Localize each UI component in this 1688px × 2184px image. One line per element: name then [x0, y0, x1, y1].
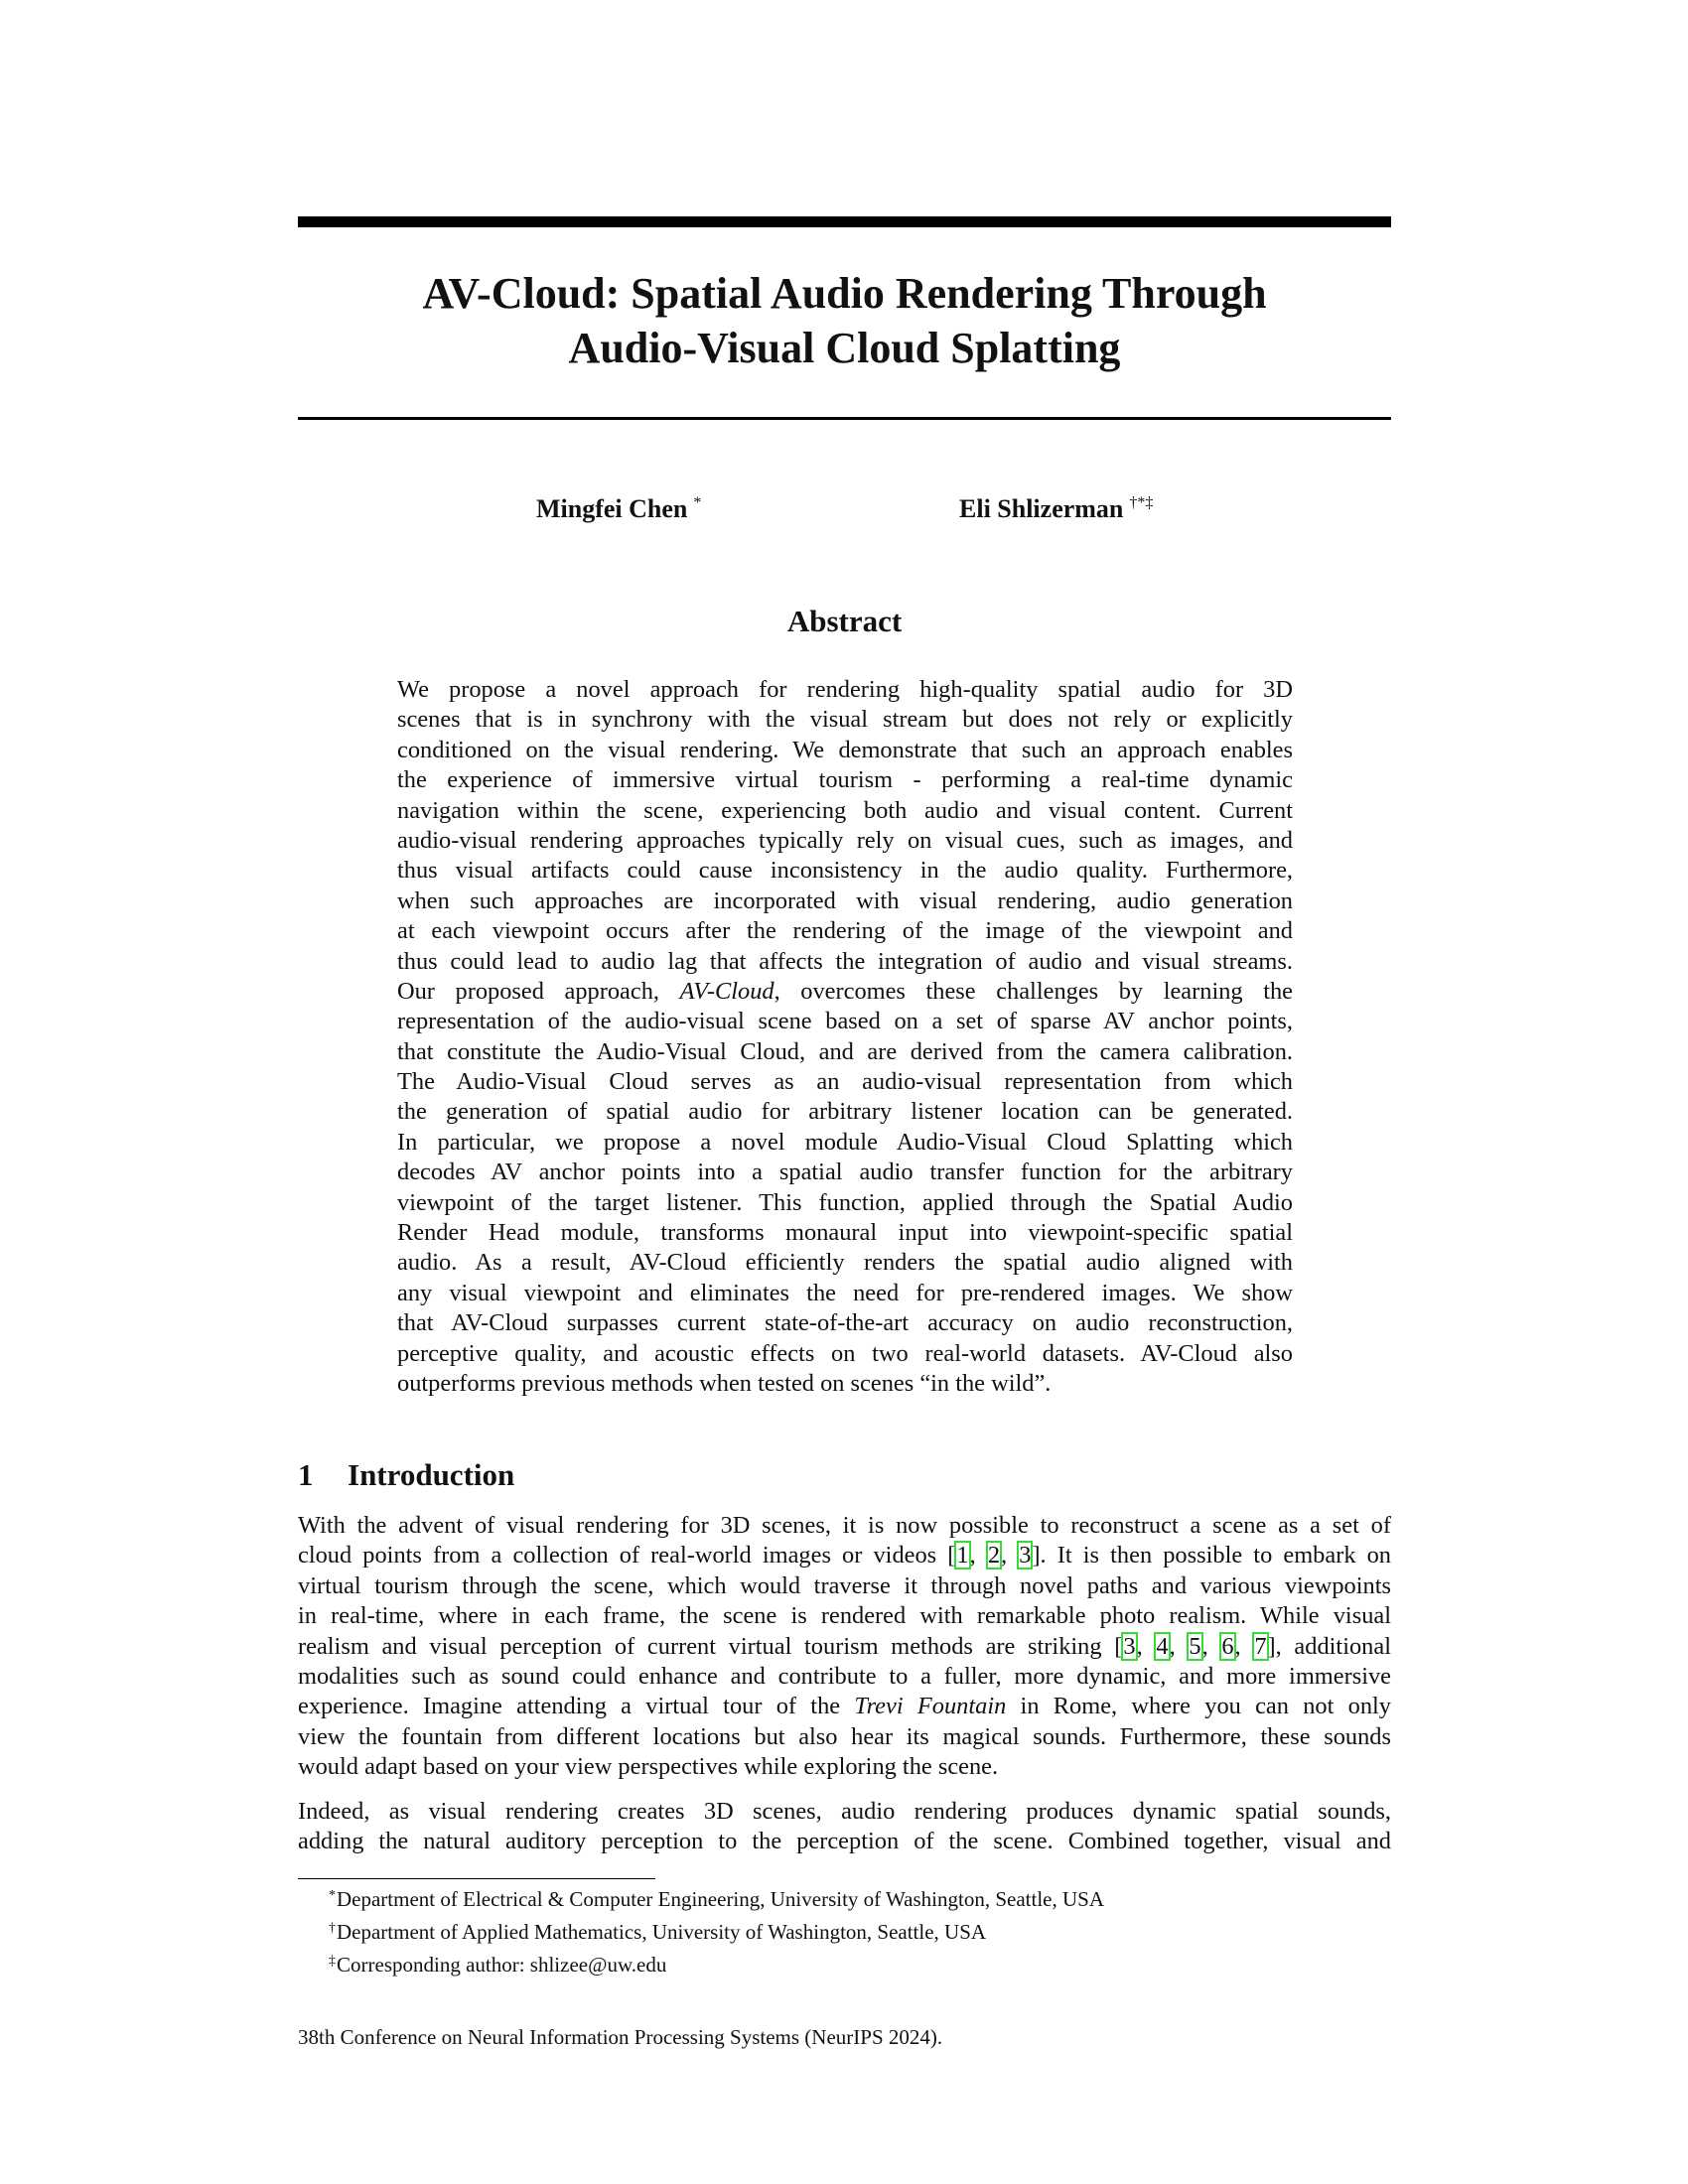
- abstract-line: scenes that is in synchrony with the visual stream but does not rely or explicitly: [397, 706, 1293, 734]
- author-name: Mingfei Chen: [536, 494, 688, 523]
- citation-link[interactable]: 3: [1019, 1542, 1032, 1570]
- author-marks: †*‡: [1129, 494, 1154, 511]
- intro-line: modalities such as sound could enhance and contribute to a fuller, more dynamic, and more immersive: [298, 1662, 1391, 1690]
- citation-link[interactable]: 4: [1156, 1632, 1169, 1660]
- footnote-text: Department of Electrical & Computer Engineering, University of Washington, Seattle, USA: [337, 1887, 1104, 1911]
- intro-line: virtual tourism through the scene, which would traverse it through novel paths and various viewpoints: [298, 1571, 1391, 1599]
- venue-note: 38th Conference on Neural Information Processing Systems (NeurIPS 2024).: [298, 2025, 943, 2049]
- abstract-line: audio. As a result, AV-Cloud efficiently renders the spatial audio aligned with: [397, 1249, 1293, 1277]
- citation-link[interactable]: 5: [1189, 1632, 1201, 1660]
- author-1: [536, 494, 701, 524]
- abstract-line: at each viewpoint occurs after the rendering of the image of the viewpoint and: [397, 917, 1293, 945]
- abstract-body: [397, 675, 1293, 1399]
- abstract-line: navigation within the scene, experiencing both audio and visual content. Current: [397, 796, 1293, 824]
- title-line-2: Audio-Visual Cloud Splatting: [568, 324, 1121, 372]
- section-title: Introduction: [348, 1457, 515, 1492]
- intro-line: With the advent of visual rendering for 3D scenes, it is now possible to reconstruct a scene as a set of: [298, 1512, 1391, 1539]
- author-2: [959, 494, 1153, 524]
- footnote-mark: ‡: [329, 1954, 336, 1969]
- title-line-1: AV-Cloud: Spatial Audio Rendering Through: [422, 269, 1267, 318]
- intro-line: adding the natural auditory perception to the perception of the scene. Combined together, visual and: [298, 1828, 1391, 1855]
- abstract-line: viewpoint of the target listener. This function, applied through the Spatial Audio: [397, 1188, 1293, 1216]
- intro-line: experience. Imagine attending a virtual tour of the Trevi Fountain in Rome, where you can not only: [298, 1693, 1391, 1720]
- intro-paragraph-2: [298, 1797, 1391, 1857]
- footnote-text: Corresponding author: shlizee@uw.edu: [337, 1953, 667, 1977]
- intro-line: Indeed, as visual rendering creates 3D scenes, audio rendering produces dynamic spatial sounds,: [298, 1798, 1391, 1825]
- footnote: [329, 1881, 1104, 1914]
- abstract-line: Render Head module, transforms monaural input into viewpoint-specific spatial: [397, 1219, 1293, 1247]
- abstract-line: that AV-Cloud surpasses current state-of-the-art accuracy on audio reconstruction,: [397, 1309, 1293, 1337]
- section-number: 1: [298, 1457, 314, 1492]
- footnotes: [329, 1881, 1104, 1979]
- citation-link[interactable]: 6: [1221, 1632, 1234, 1660]
- abstract-line: the experience of immersive virtual tourism - performing a real-time dynamic: [397, 766, 1293, 794]
- italic-phrase: AV-Cloud: [679, 977, 774, 1005]
- paper-title: [298, 266, 1391, 375]
- citation-link[interactable]: 7: [1254, 1632, 1267, 1660]
- citation-link[interactable]: 3: [1123, 1632, 1136, 1660]
- abstract-line: In particular, we propose a novel module Audio-Visual Cloud Splatting which: [397, 1128, 1293, 1156]
- abstract-line: We propose a novel approach for rendering high-quality spatial audio for 3D: [397, 676, 1293, 703]
- abstract-line: the generation of spatial audio for arbitrary listener location can be generated.: [397, 1098, 1293, 1126]
- abstract-line: decodes AV anchor points into a spatial audio transfer function for the arbitrary: [397, 1159, 1293, 1186]
- author-marks: *: [693, 494, 702, 511]
- intro-line: in real-time, where in each frame, the scene is rendered with remarkable photo realism. While visual: [298, 1602, 1391, 1630]
- abstract-line: perceptive quality, and acoustic effects on two real-world datasets. AV-Cloud also: [397, 1339, 1293, 1367]
- citation-link[interactable]: 2: [987, 1542, 1001, 1570]
- footnote: [329, 1947, 1104, 1979]
- abstract-line: thus could lead to audio lag that affects the integration of audio and visual streams.: [397, 947, 1293, 975]
- intro-line: cloud points from a collection of real-world images or videos [1, 2, 3]. It is then possible to embark on: [298, 1542, 1392, 1570]
- citation-link[interactable]: 1: [956, 1542, 969, 1570]
- abstract-line: that constitute the Audio-Visual Cloud, and are derived from the camera calibration.: [397, 1037, 1293, 1065]
- abstract-line: thus visual artifacts could cause inconsistency in the audio quality. Furthermore,: [397, 857, 1293, 885]
- intro-line: would adapt based on your view perspectives while exploring the scene.: [298, 1753, 999, 1781]
- footnote-text: Department of Applied Mathematics, University of Washington, Seattle, USA: [337, 1920, 987, 1944]
- section-heading: [298, 1457, 514, 1493]
- title-rule-top: [298, 216, 1391, 227]
- footnote-mark: *: [329, 1888, 336, 1903]
- footnote-mark: †: [329, 1921, 336, 1936]
- abstract-heading: Abstract: [786, 604, 903, 638]
- abstract-line: when such approaches are incorporated with visual rendering, audio generation: [397, 887, 1293, 914]
- footnote: [329, 1914, 1104, 1947]
- intro-paragraph-1: [298, 1511, 1391, 1783]
- abstract-line: representation of the audio-visual scene based on a set of sparse AV anchor points,: [397, 1008, 1293, 1035]
- title-rule-bottom: [298, 417, 1391, 420]
- abstract-line: outperforms previous methods when tested on scenes “in the wild”.: [397, 1369, 1052, 1397]
- author-name: Eli Shlizerman: [959, 494, 1124, 523]
- abstract-line: Our proposed approach, AV-Cloud, overcomes these challenges by learning the: [397, 977, 1294, 1005]
- abstract-line: any visual viewpoint and eliminates the need for pre-rendered images. We show: [397, 1279, 1293, 1306]
- abstract-line: conditioned on the visual rendering. We demonstrate that such an approach enables: [397, 736, 1293, 763]
- italic-phrase: Trevi Fountain: [854, 1693, 1007, 1720]
- intro-line: realism and visual perception of current virtual tourism methods are striking [3, 4, 5, 6, 7], additional: [298, 1632, 1391, 1660]
- footnote-rule: [298, 1878, 655, 1879]
- abstract-line: audio-visual rendering approaches typically rely on visual cues, such as images, and: [397, 826, 1293, 854]
- intro-line: view the fountain from different locations but also hear its magical sounds. Furthermore, these sounds: [298, 1722, 1391, 1750]
- abstract-line: The Audio-Visual Cloud serves as an audio-visual representation from which: [397, 1068, 1293, 1096]
